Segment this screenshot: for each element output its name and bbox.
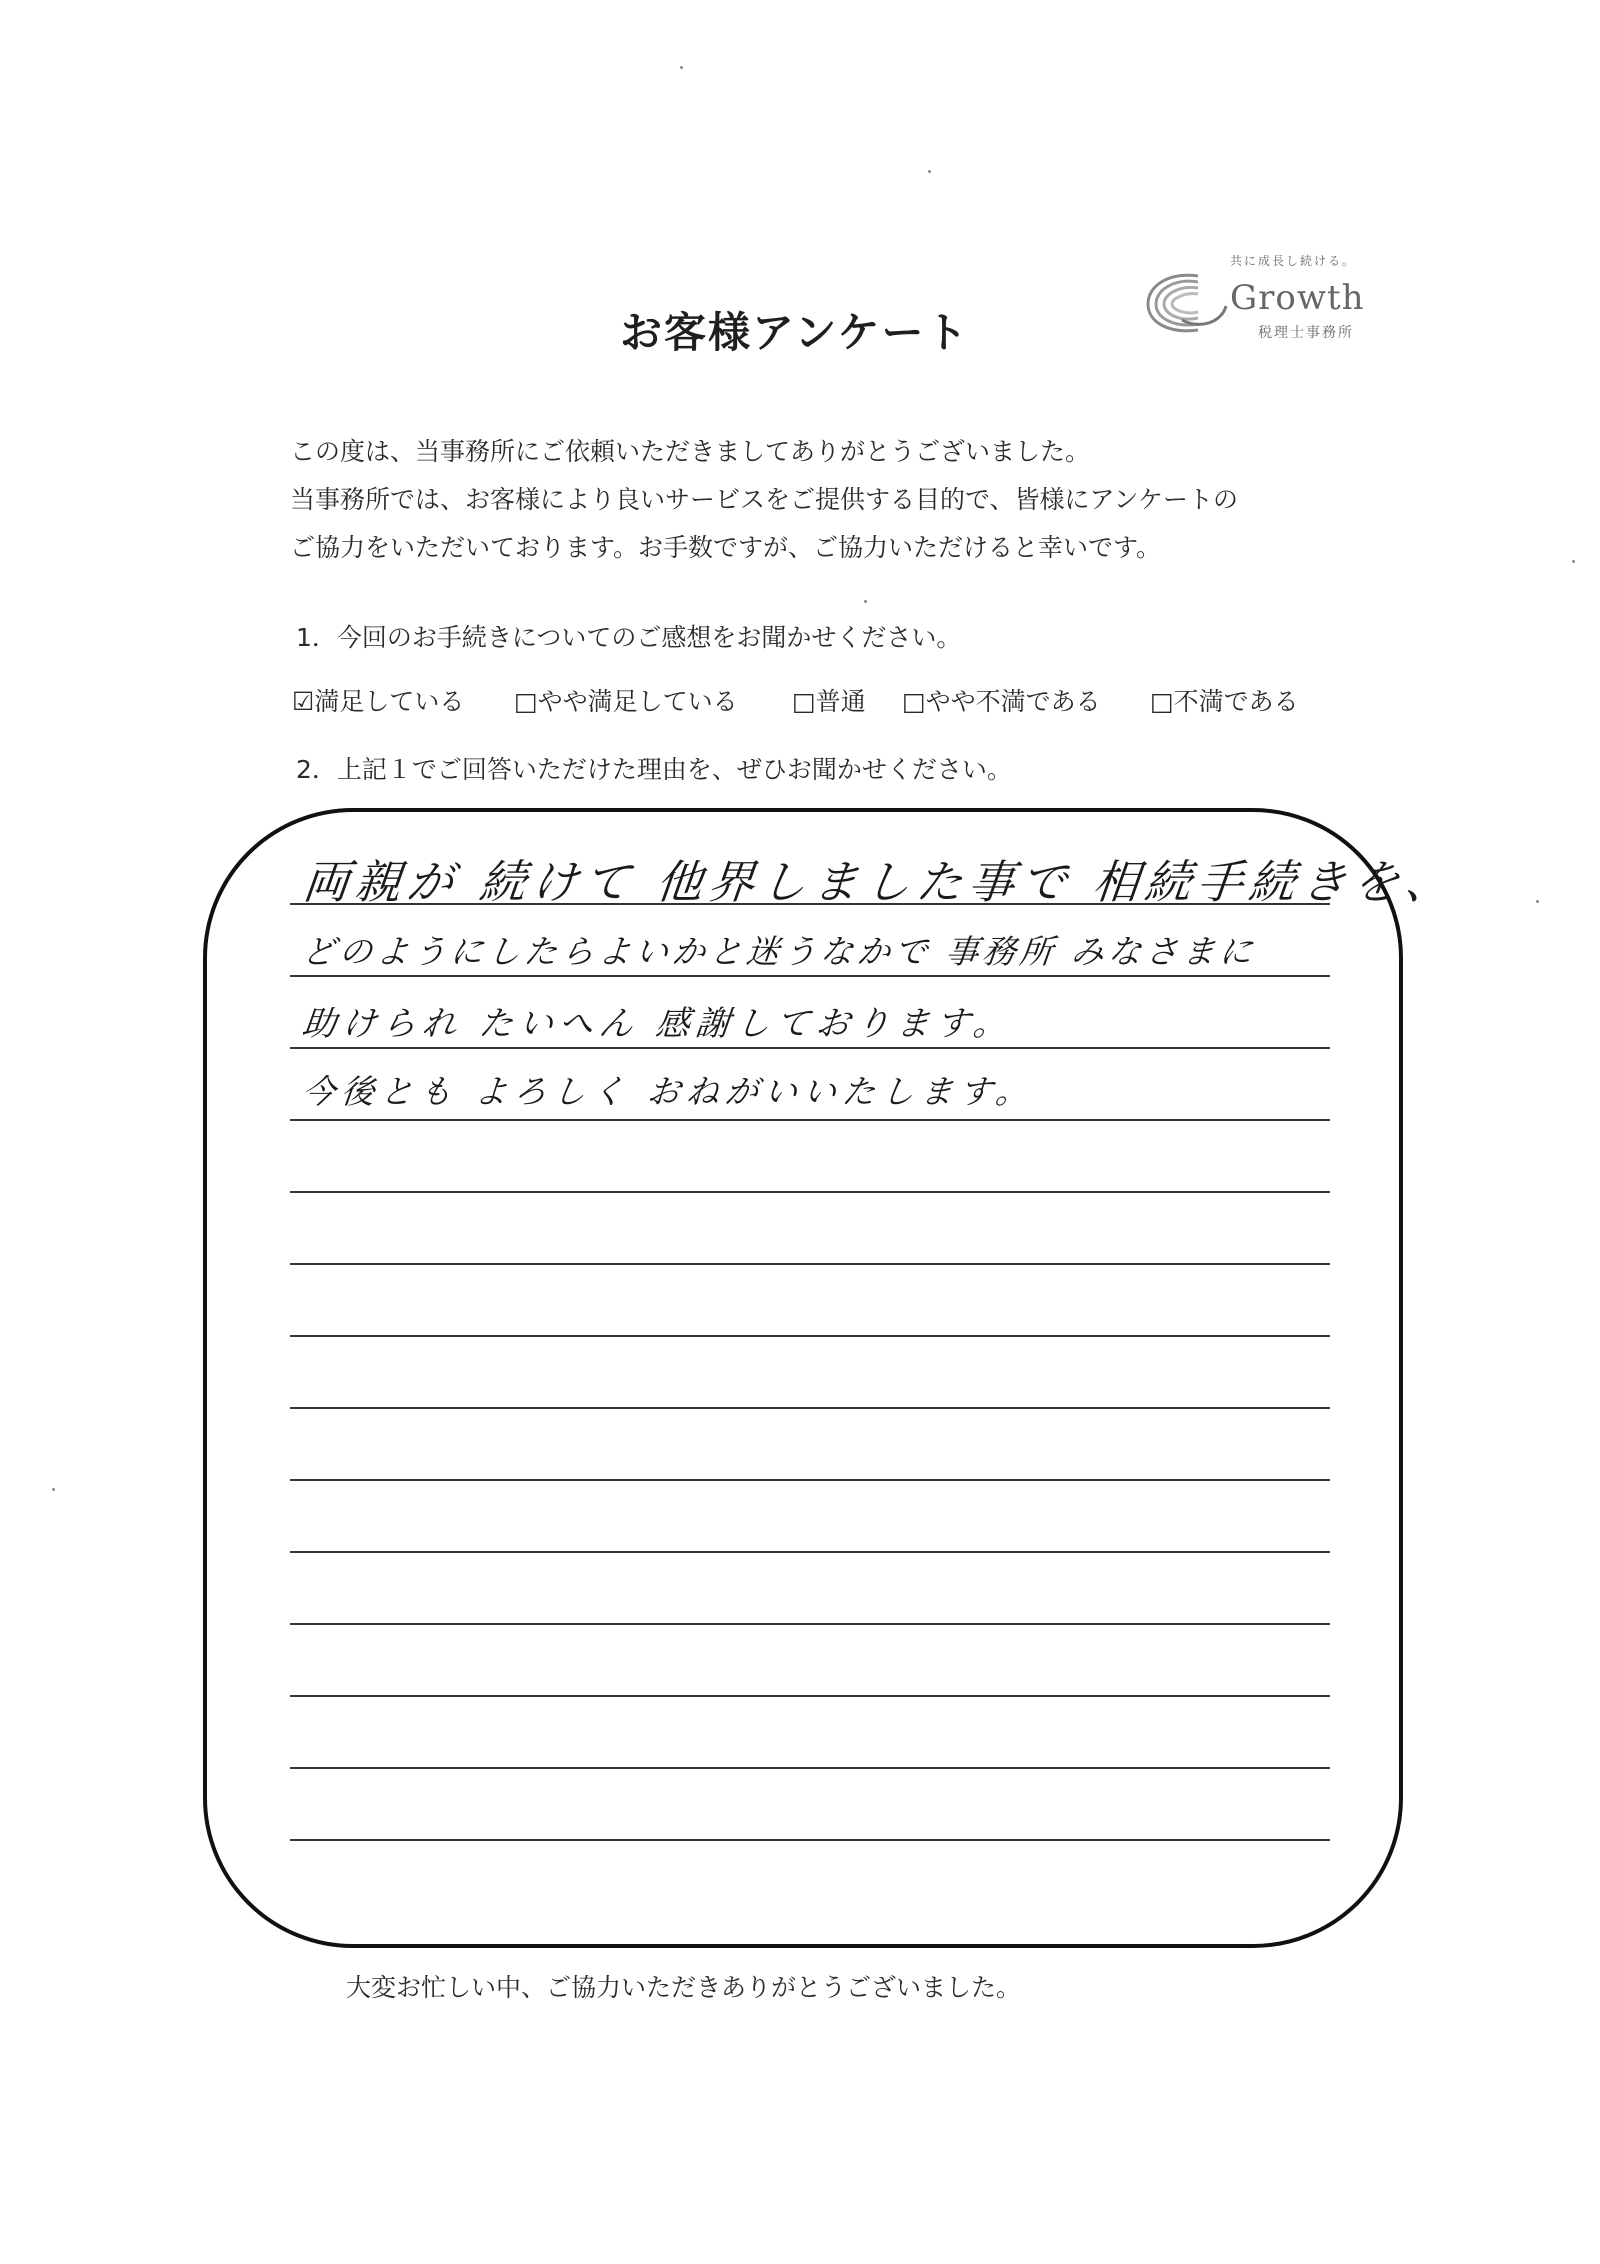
scan-speck <box>1536 900 1539 903</box>
answer-rule <box>290 1767 1330 1769</box>
closing-message: 大変お忙しい中、ご協力いただきありがとうございました。 <box>346 1973 1022 2002</box>
growth-swoosh-icon <box>1138 268 1230 338</box>
scan-speck <box>52 1488 55 1491</box>
intro-line: 当事務所では、お客様により良いサービスをご提供する目的で、皆様にアンケートの <box>290 485 1239 514</box>
handwritten-answer-line: 助けられ たいへん 感謝しております。 <box>300 1004 1016 1044</box>
option-somewhat-satisfied[interactable]: □やや満足している <box>514 687 738 716</box>
answer-rule <box>290 1479 1330 1481</box>
answer-rule <box>290 1551 1330 1553</box>
option-neutral[interactable]: □普通 <box>792 687 866 716</box>
question-2: 2．上記１でご回答いただけた理由を、ぜひお聞かせください。 <box>296 755 1012 784</box>
logo-tagline: 共に成長し続ける。 <box>1230 254 1357 268</box>
handwritten-answer-line: どのようにしたらよいかと迷うなかで 事務所 みなさまに <box>300 932 1259 971</box>
intro-line: ご協力をいただいております。お手数ですが、ご協力いただけると幸いです。 <box>290 533 1162 562</box>
handwritten-answer-line: 今後とも よろしく おねがいいたします。 <box>300 1072 1037 1111</box>
intro-line: この度は、当事務所にご依頼いただきましてありがとうございました。 <box>290 437 1091 466</box>
scan-speck <box>864 600 867 603</box>
intro-text <box>290 428 1238 572</box>
logo-subtitle: 税理士事務所 <box>1258 325 1354 341</box>
logo-name: Growth <box>1230 278 1365 318</box>
firm-logo <box>1138 248 1398 348</box>
scan-speck <box>680 66 683 69</box>
answer-rule <box>290 1119 1330 1121</box>
scan-speck <box>1572 560 1575 563</box>
answer-rule <box>290 1407 1330 1409</box>
answer-rule <box>290 1623 1330 1625</box>
answer-rule <box>290 975 1330 977</box>
question-1: 1．今回のお手続きについてのご感想をお聞かせください。 <box>296 623 962 652</box>
answer-rule <box>290 1263 1330 1265</box>
answer-rule <box>290 1839 1330 1841</box>
handwritten-answer-line: 両親が 続けて 他界しました事で 相続手続きを、 <box>300 855 1460 909</box>
answer-box <box>203 808 1403 1948</box>
page-title: お客様アンケート <box>620 308 970 357</box>
answer-rule <box>290 1191 1330 1193</box>
answer-rule <box>290 1047 1330 1049</box>
answer-rule <box>290 1695 1330 1697</box>
option-dissatisfied[interactable]: □不満である <box>1150 687 1299 716</box>
answer-rule <box>290 1335 1330 1337</box>
option-satisfied[interactable]: ☑満足している <box>292 687 465 716</box>
option-somewhat-dissatisfied[interactable]: □やや不満である <box>902 687 1101 716</box>
scan-speck <box>928 170 931 173</box>
